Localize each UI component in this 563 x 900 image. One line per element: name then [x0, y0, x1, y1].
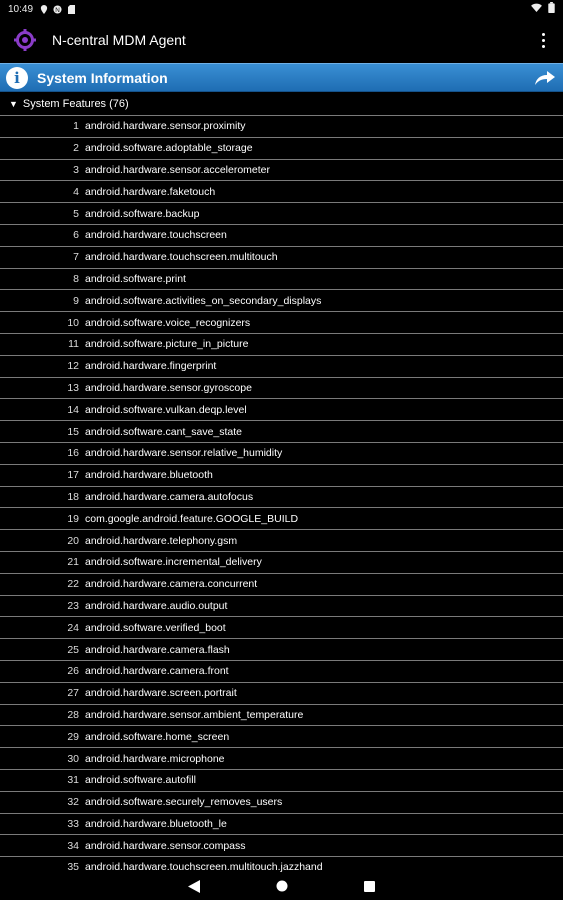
list-item[interactable] [0, 682, 563, 704]
feature-index: 14 [67, 403, 79, 416]
feature-index: 13 [67, 381, 79, 394]
feature-index: 4 [73, 185, 79, 198]
feature-name: android.hardware.touchscreen.multitouch [85, 251, 278, 264]
list-item[interactable] [0, 289, 563, 311]
location-icon [39, 5, 48, 14]
list-item[interactable] [0, 573, 563, 595]
feature-name: android.software.activities_on_secondary_displays [85, 294, 322, 307]
list-item[interactable] [0, 551, 563, 573]
feature-name: android.software.securely_removes_users [85, 796, 283, 809]
feature-name: android.software.cant_save_state [85, 425, 243, 438]
features-list[interactable] [0, 115, 563, 872]
list-item[interactable] [0, 725, 563, 747]
feature-name: android.software.picture_in_picture [85, 338, 249, 351]
feature-index: 26 [67, 665, 79, 678]
svg-text:N: N [55, 6, 60, 14]
feature-index: 30 [67, 752, 79, 765]
list-item[interactable] [0, 791, 563, 813]
list-item[interactable] [0, 377, 563, 399]
feature-name: android.hardware.audio.output [85, 599, 228, 612]
list-item[interactable] [0, 464, 563, 486]
list-item[interactable] [0, 420, 563, 442]
feature-index: 34 [67, 839, 79, 852]
feature-name: android.hardware.sensor.proximity [85, 120, 246, 133]
app-notification-icon [53, 5, 62, 14]
feature-name: android.hardware.fingerprint [85, 360, 217, 373]
feature-name: android.hardware.telephony.gsm [85, 534, 238, 547]
feature-name: android.hardware.bluetooth [85, 469, 213, 482]
collapse-triangle-icon: ▼ [9, 99, 18, 109]
list-item[interactable] [0, 660, 563, 682]
list-item[interactable] [0, 246, 563, 268]
feature-name: android.hardware.screen.portrait [85, 687, 237, 700]
feature-index: 35 [67, 861, 79, 872]
back-icon[interactable] [186, 878, 202, 894]
feature-name: android.hardware.sensor.gyroscope [85, 381, 252, 394]
feature-name: android.hardware.sensor.ambient_temperature [85, 708, 304, 721]
feature-name: android.hardware.sensor.accelerometer [85, 163, 271, 176]
feature-index: 16 [67, 447, 79, 460]
overflow-menu-icon[interactable] [533, 28, 553, 52]
home-icon[interactable] [274, 878, 290, 894]
feature-index: 32 [67, 796, 79, 809]
feature-name: android.hardware.touchscreen.multitouch.jazzhand [85, 861, 323, 872]
feature-index: 11 [68, 338, 79, 351]
feature-name: android.software.incremental_delivery [85, 556, 262, 569]
feature-index: 33 [67, 817, 79, 830]
feature-name: android.hardware.microphone [85, 752, 225, 765]
feature-name: android.software.home_screen [85, 730, 230, 743]
list-item[interactable] [0, 486, 563, 508]
feature-name: android.software.adoptable_storage [85, 142, 253, 155]
app-logo-icon [12, 27, 38, 53]
list-item[interactable] [0, 769, 563, 791]
feature-index: 8 [73, 272, 79, 285]
feature-name: android.software.verified_boot [85, 621, 226, 634]
list-item[interactable] [0, 638, 563, 660]
list-item[interactable] [0, 856, 563, 872]
feature-index: 5 [73, 207, 79, 220]
app-title: N-central MDM Agent [52, 32, 186, 48]
feature-index: 12 [67, 360, 79, 373]
list-item[interactable] [0, 507, 563, 529]
status-time: 10:49 [8, 3, 34, 15]
info-icon: i [6, 67, 28, 89]
feature-index: 27 [67, 687, 79, 700]
feature-index: 19 [67, 512, 79, 525]
list-item[interactable] [0, 268, 563, 290]
navigation-bar [0, 872, 563, 900]
feature-index: 18 [67, 490, 79, 503]
feature-name: android.software.print [85, 272, 186, 285]
list-item[interactable] [0, 115, 563, 137]
feature-name: android.hardware.faketouch [85, 185, 216, 198]
section-header [0, 63, 563, 92]
feature-index: 2 [73, 142, 79, 155]
feature-index: 24 [67, 621, 79, 634]
list-item[interactable] [0, 595, 563, 617]
feature-index: 3 [73, 163, 79, 176]
feature-index: 23 [67, 599, 79, 612]
battery-icon [548, 2, 555, 16]
sd-card-icon [67, 5, 76, 14]
list-item[interactable] [0, 747, 563, 769]
feature-index: 1 [73, 120, 79, 133]
feature-name: android.software.backup [85, 207, 200, 220]
list-item[interactable] [0, 159, 563, 181]
feature-name: com.google.android.feature.GOOGLE_BUILD [85, 512, 299, 525]
feature-name: android.software.vulkan.deqp.level [85, 403, 247, 416]
list-item[interactable] [0, 442, 563, 464]
feature-name: android.hardware.sensor.relative_humidity [85, 447, 283, 460]
feature-name: android.software.autofill [85, 774, 196, 787]
feature-index: 9 [73, 294, 79, 307]
feature-name: android.software.voice_recognizers [85, 316, 251, 329]
feature-name: android.hardware.camera.autofocus [85, 490, 254, 503]
list-item[interactable] [0, 311, 563, 333]
list-item[interactable] [0, 355, 563, 377]
feature-index: 28 [67, 708, 79, 721]
list-item[interactable] [0, 529, 563, 551]
list-item[interactable] [0, 137, 563, 159]
system-features-group[interactable] [0, 93, 563, 115]
feature-index: 7 [73, 251, 79, 264]
feature-index: 25 [67, 643, 79, 656]
feature-name: android.hardware.bluetooth_le [85, 817, 227, 830]
list-item[interactable] [0, 398, 563, 420]
wifi-icon [531, 3, 542, 15]
recents-icon[interactable] [362, 878, 378, 894]
share-icon[interactable] [533, 66, 557, 90]
feature-index: 17 [67, 469, 79, 482]
status-bar [0, 0, 563, 18]
feature-index: 31 [67, 774, 79, 787]
feature-index: 20 [67, 534, 79, 547]
feature-name: android.hardware.camera.front [85, 665, 229, 678]
feature-index: 6 [73, 229, 79, 242]
list-item[interactable] [0, 616, 563, 638]
list-item[interactable] [0, 180, 563, 202]
app-bar [0, 18, 563, 62]
list-item[interactable] [0, 834, 563, 856]
feature-index: 21 [67, 556, 79, 569]
list-item[interactable] [0, 333, 563, 355]
feature-name: android.hardware.sensor.compass [85, 839, 246, 852]
feature-name: android.hardware.camera.concurrent [85, 578, 258, 591]
list-item[interactable] [0, 813, 563, 835]
list-item[interactable] [0, 202, 563, 224]
feature-index: 22 [67, 578, 79, 591]
feature-name: android.hardware.camera.flash [85, 643, 230, 656]
feature-index: 29 [67, 730, 79, 743]
list-item[interactable] [0, 704, 563, 726]
feature-index: 10 [67, 316, 79, 329]
list-item[interactable] [0, 224, 563, 246]
feature-name: android.hardware.touchscreen [85, 229, 227, 242]
section-title: System Information [37, 69, 168, 86]
feature-index: 15 [67, 425, 79, 438]
group-label: System Features (76) [22, 98, 129, 110]
